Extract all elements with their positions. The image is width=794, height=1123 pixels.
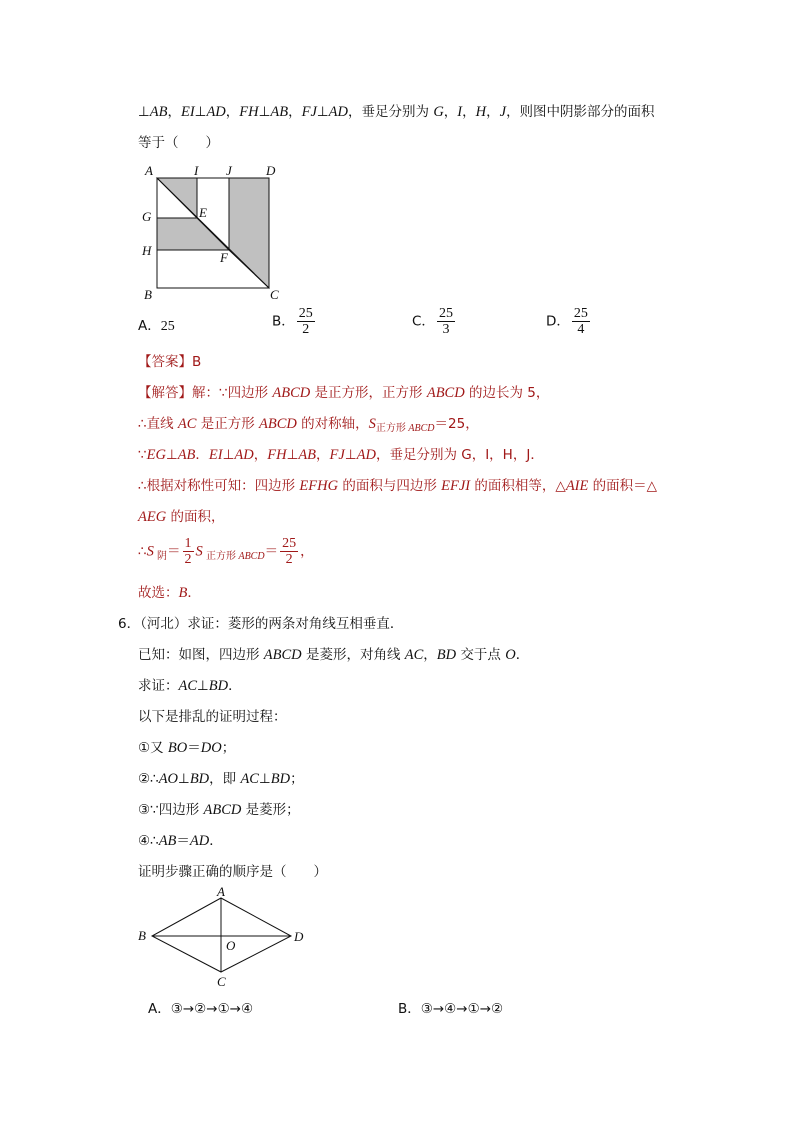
label-g: G [142, 209, 152, 224]
q6-option-b: B．③→④→①→② [398, 1001, 504, 1017]
label-d: D [294, 929, 304, 944]
label-c: C [217, 974, 226, 989]
q5-stem-line1: ⊥AB，EI⊥AD，FH⊥AB，FJ⊥AD，垂足分别为 G，I，H，J，则图中阴影部分的面积 [138, 104, 655, 120]
q5-solution-line7: 故选：B． [138, 585, 201, 601]
q6-step2: ②∴AO⊥BD，即 AC⊥BD； [138, 771, 304, 787]
q6-rhombus-figure [134, 884, 314, 990]
q6-intro: 以下是排乱的证明过程： [138, 709, 287, 725]
label-b: B [144, 287, 152, 302]
q6-given: 已知：如图，四边形 ABCD 是菱形，对角线 AC，BD 交于点 O． [138, 647, 530, 663]
label-h: H [142, 243, 152, 258]
q5-solution-line1: 【解答】解：∵四边形 ABCD 是正方形，正方形 ABCD 的边长为 5， [138, 385, 550, 401]
q5-solution-line6: ∴S $_阴$＝ $\frac{1}{2}$ S $_{正方形}$ $_{ABCD}$＝ $\frac{25}{2}$ ， [138, 536, 314, 567]
q6-option-a: A．③→②→①→④ [148, 1001, 254, 1017]
q6-step4: ④∴AB＝AD． [138, 833, 223, 849]
label-b: B [138, 928, 146, 943]
q6-step3: ③∵四边形 ABCD 是菱形； [138, 802, 300, 818]
q5-solution-line2: ∴直线 AC 是正方形 ABCD 的对称轴，$S_{正方形}$ $_{ABCD}$＝25， [138, 416, 479, 434]
q5-option-b: B． $\frac{25}{2}$ [272, 306, 313, 337]
label-e: E [199, 205, 207, 220]
label-f: F [220, 250, 228, 265]
q5-option-c: C． $\frac{25}{3}$ [412, 306, 453, 337]
label-j: J [226, 163, 232, 178]
label-o: O [226, 938, 236, 953]
shaded-quad-efhg [157, 218, 229, 250]
q5-answer: 【答案】B [138, 354, 202, 370]
q5-option-a: A．25 [138, 318, 175, 334]
q5-stem-line2: 等于（ ） [138, 135, 219, 151]
q5-solution-line5: AEG 的面积， [138, 509, 225, 525]
label-i: I [194, 163, 199, 178]
q6-stem: 6．（河北）求证：菱形的两条对角线互相垂直． [118, 616, 404, 632]
label-c: C [270, 287, 279, 302]
q5-solution-line4: ∴根据对称性可知：四边形 EFHG 的面积与四边形 EFJI 的面积相等，△AIE 的面积＝△ [138, 478, 658, 494]
label-d: D [266, 163, 276, 178]
label-a: A [145, 163, 153, 178]
q5-option-d: D． $\frac{25}{4}$ [546, 306, 588, 337]
q6-prove: 求证：AC⊥BD． [138, 678, 242, 694]
q5-square-figure [136, 160, 286, 305]
q6-question: 证明步骤正确的顺序是（ ） [138, 864, 327, 880]
q5-solution-line3: ∵EG⊥AB．EI⊥AD，FH⊥AB，FJ⊥AD，垂足分别为 G，I，H，J． [138, 447, 544, 463]
shaded-quad-efji [229, 178, 269, 288]
q6-step1: ①又 BO＝DO； [138, 740, 236, 756]
label-a: A [217, 884, 225, 899]
